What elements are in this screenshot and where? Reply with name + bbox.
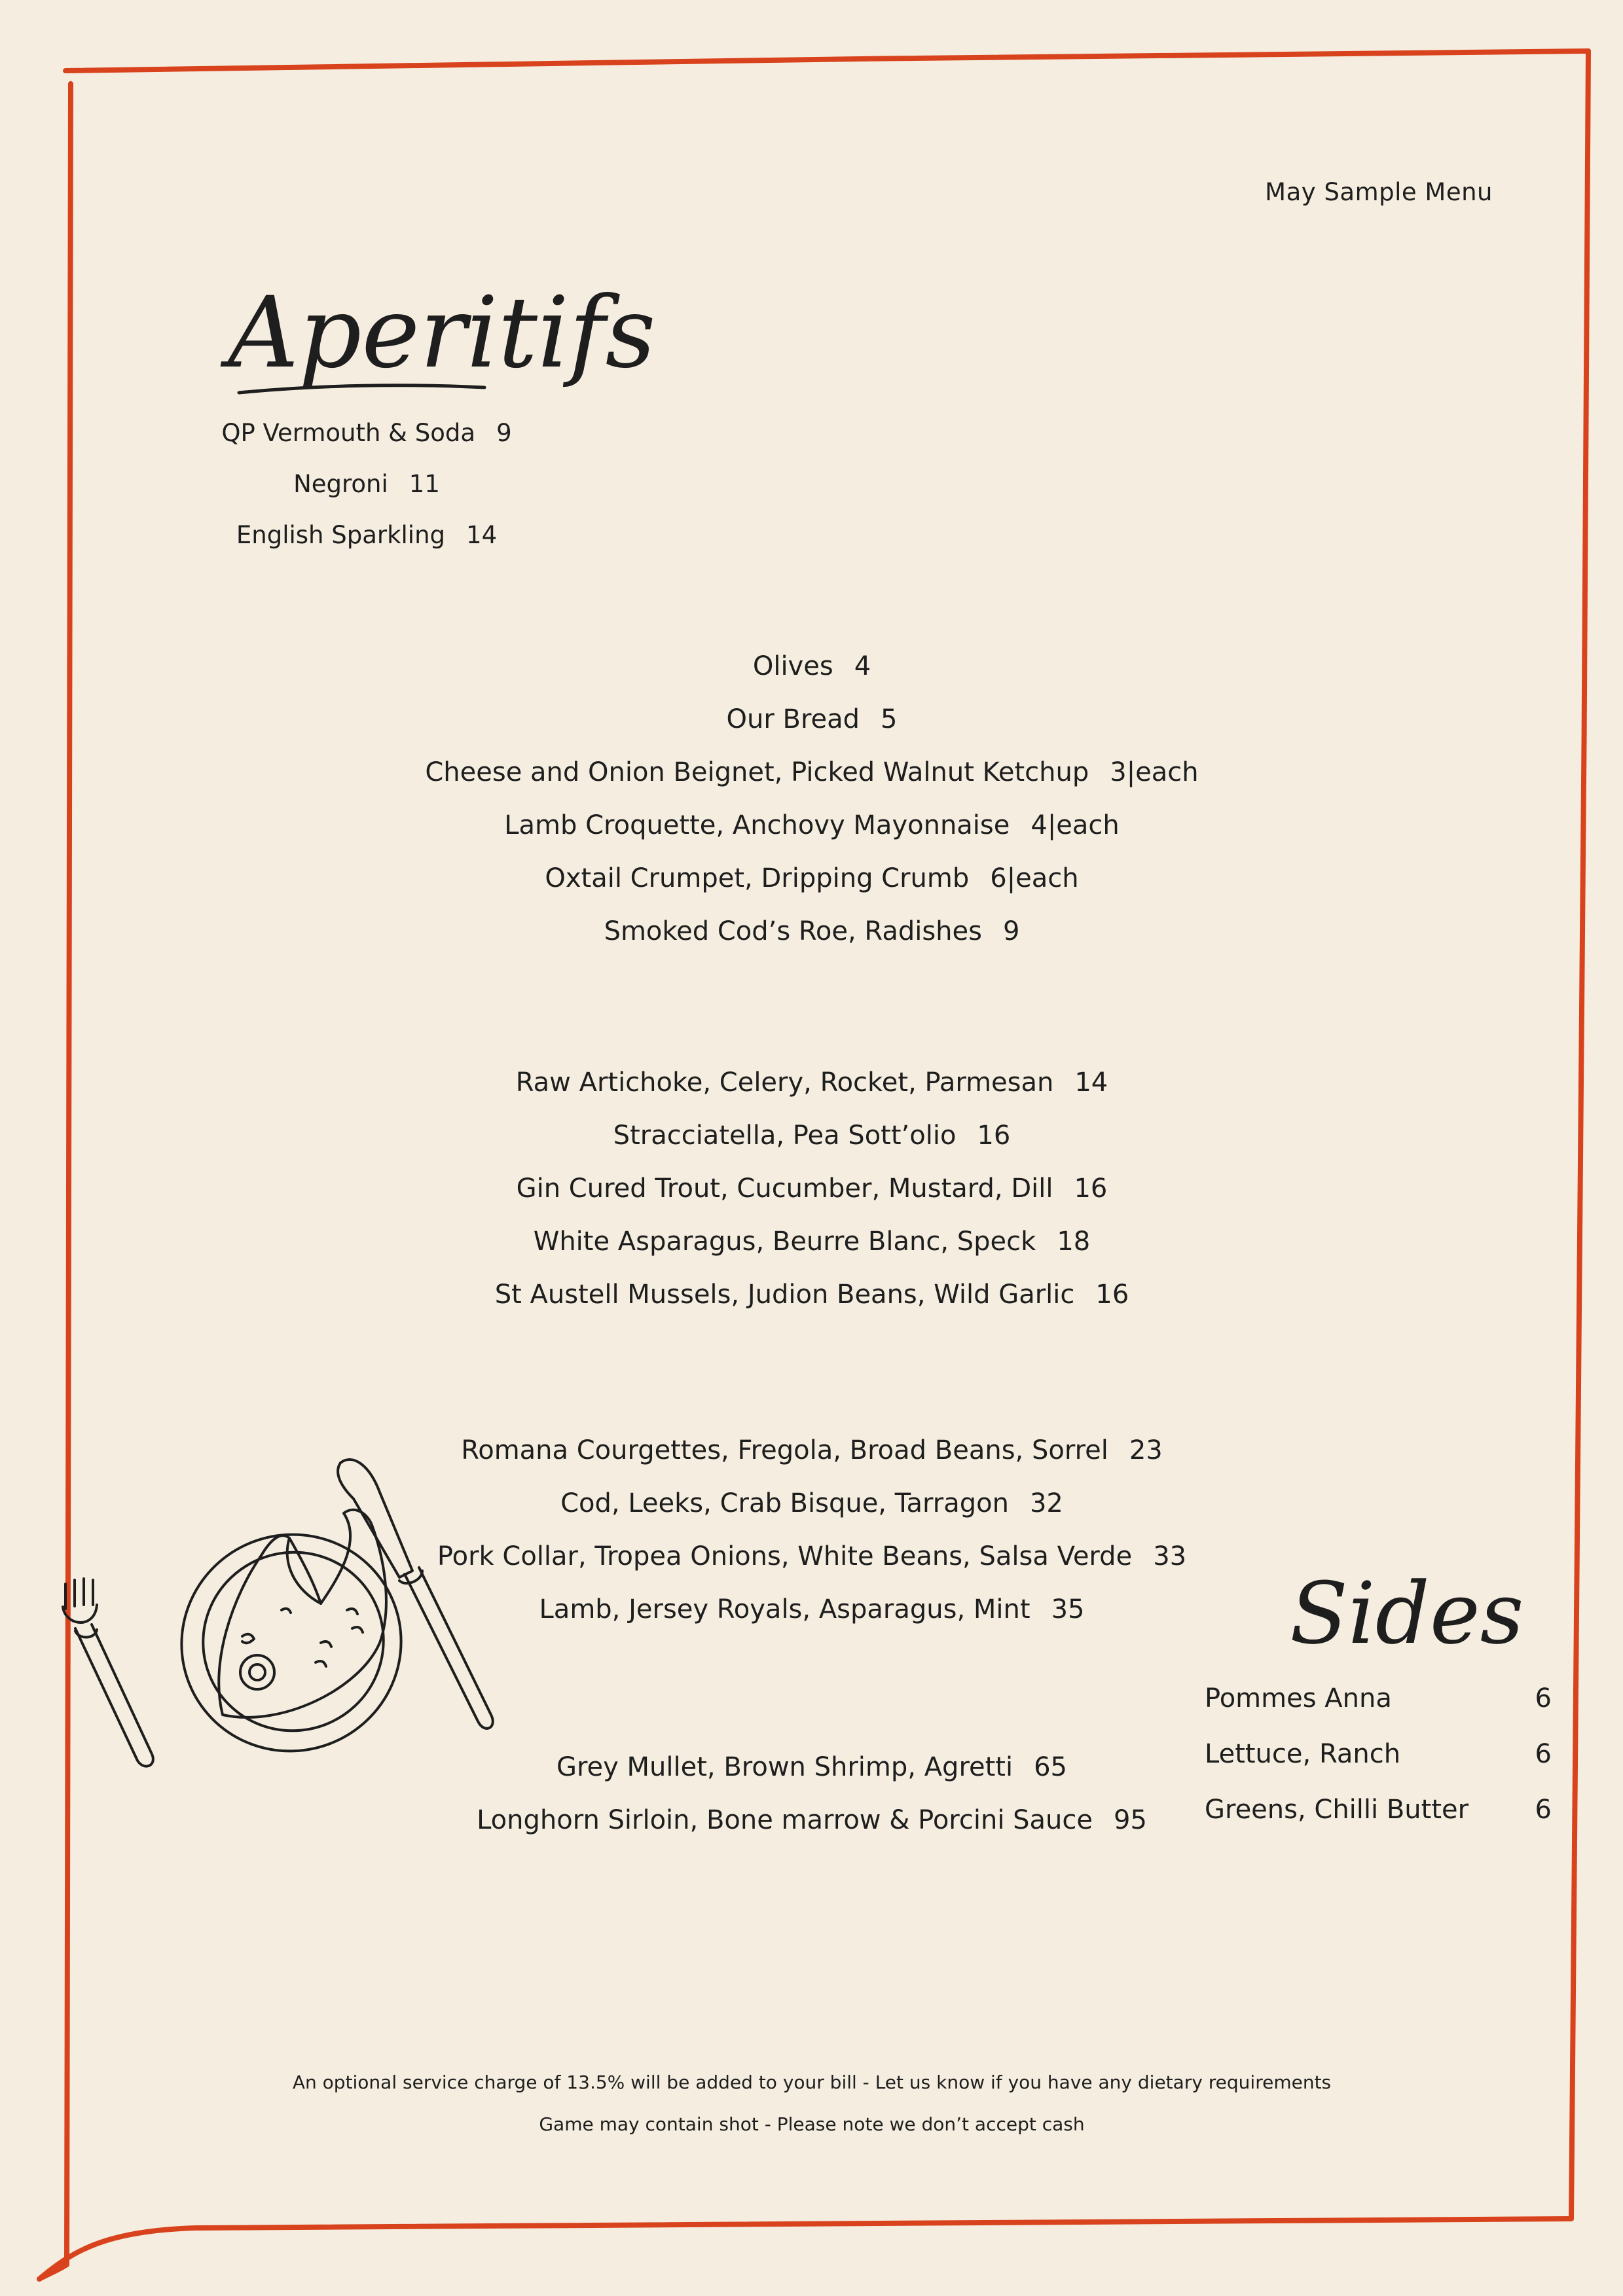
menu-item: Longhorn Sirloin, Bone marrow & Porcini Sauce 95	[477, 1805, 1147, 1835]
aperitifs-list	[196, 414, 537, 567]
menu-item: Raw Artichoke, Celery, Rocket, Parmesan 14	[515, 1067, 1108, 1098]
menu-item: Cod, Leeks, Crab Bisque, Tarragon 32	[560, 1488, 1063, 1518]
fish-plate-cutlery-icon	[46, 1440, 504, 1806]
menu-item: Negroni 11	[293, 470, 440, 498]
menu-item: Oxtail Crumpet, Dripping Crumb 6|each	[545, 863, 1079, 893]
menu-item: Stracciatella, Pea Sott’olio 16	[613, 1121, 1011, 1151]
menu-item: Lettuce, Ranch 6	[1205, 1739, 1552, 1769]
menu-item: Cheese and Onion Beignet, Picked Walnut Ketchup 3|each	[425, 757, 1199, 787]
starters-section	[327, 1063, 1296, 1328]
svg-text:Sides: Sides	[1290, 1564, 1524, 1663]
menu-item: Lamb Croquette, Anchovy Mayonnaise 4|each	[504, 810, 1120, 840]
footer-cash-note: Game may contain shot - Please note we don’t accept cash	[539, 2113, 1085, 2135]
menu-item: Smoked Cod’s Roe, Radishes 9	[604, 916, 1020, 946]
menu-item: St Austell Mussels, Judion Beans, Wild Garlic 16	[494, 1280, 1129, 1310]
menu-item: QP Vermouth & Soda 9	[221, 419, 512, 447]
aperitifs-heading	[223, 262, 656, 412]
menu-item: Romana Courgettes, Fregola, Broad Beans, Sorrel 23	[461, 1435, 1163, 1465]
sides-heading	[1283, 1558, 1524, 1669]
footer-service-note: An optional service charge of 13.5% will be added to your bill - Let us know if you have any dietary requirements	[292, 2072, 1332, 2093]
sides-list	[1205, 1679, 1552, 1846]
menu-item: Pommes Anna 6	[1205, 1683, 1552, 1713]
menu-item: Olives 4	[752, 651, 871, 681]
snacks-section	[327, 647, 1296, 965]
menu-item: Our Bread 5	[726, 704, 898, 734]
menu-item: English Sparkling 14	[236, 521, 498, 549]
footer	[196, 2068, 1427, 2152]
menu-item: White Asparagus, Beurre Blanc, Speck 18	[533, 1227, 1091, 1257]
menu-item: Lamb, Jersey Royals, Asparagus, Mint 35	[539, 1594, 1085, 1624]
menu-item: Gin Cured Trout, Cucumber, Mustard, Dill 16	[516, 1174, 1108, 1204]
svg-text:Aperitifs: Aperitifs	[228, 276, 656, 390]
menu-item: Greens, Chilli Butter 6	[1205, 1795, 1552, 1825]
menu-item: Grey Mullet, Brown Shrimp, Agretti 65	[556, 1752, 1068, 1782]
menu-date-note: May Sample Menu	[1265, 178, 1493, 206]
menu-item: Pork Collar, Tropea Onions, White Beans, Salsa Verde 33	[437, 1541, 1187, 1571]
